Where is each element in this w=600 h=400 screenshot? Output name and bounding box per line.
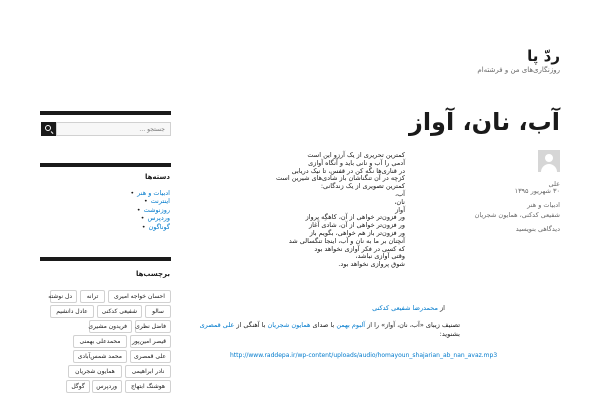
song-description [190,321,460,339]
poem-line: آنچنان بر ما به نان و آب، اینجا تنگسالی شد [288,236,405,245]
poem-line: کزچه در آن تنگناشان باز شادی‌های شیرین است [276,174,405,183]
tag-link[interactable]: ترانه [80,290,105,303]
desc-text: با آهنگی از [236,321,266,329]
avatar-head-icon [545,154,553,162]
poem-source [372,304,445,312]
category-item[interactable]: اینترنت • [130,197,170,205]
desc-text: تصنیف زیبای «آب، نان، آواز» را از [367,321,460,329]
tag-link[interactable]: هوشنگ ابتهاج [125,380,171,393]
poem-line: که کسی در فکر آوازی نخواهد بود [314,244,405,253]
category-item[interactable]: ادبیات و هنر • [130,189,170,197]
category-item[interactable]: روزنوشت • [130,206,170,214]
post-category[interactable]: ادبیات و هنر [527,201,560,209]
avatar-body-icon [541,164,557,172]
audio-url-link[interactable]: http://www.raddepa.ir/wp-content/uploads/audio/homayoun_shajarian_ab_nan_avaz.mp3 [230,352,498,359]
categories-list [130,189,170,231]
album-link[interactable]: آلبوم بهمن [336,321,366,329]
search-input[interactable]: جستجو … [56,122,171,136]
tag-link[interactable]: قیصر امین‌پور [130,335,171,348]
poem-line: وقتی آوازی نباشد، [355,252,405,261]
poet-link[interactable]: محمدرضا شفیعی کدکنی [372,304,438,312]
tag-link[interactable]: احسان خواجه امیری [108,290,171,303]
category-item[interactable]: وردپرس • [130,214,170,222]
tag-link[interactable]: محمدعلی بهمنی [73,335,127,348]
sidebar-rule-search [40,111,171,115]
tag-link[interactable]: فاضل نظری [135,320,171,333]
author-avatar[interactable] [538,150,560,172]
poem-line: نان، [394,197,405,206]
tags-title: برچسب‌ها [135,270,170,278]
composer-link[interactable]: علی قمصری [199,321,235,329]
tag-link[interactable]: وردپرس [92,380,122,393]
category-item[interactable]: گوناگون • [130,223,170,231]
poem-line: آواز [395,205,405,214]
poem-line: ور فزون‌تر خواهی از آن، کاهگِه پرواز [305,213,405,222]
post-comment-link[interactable]: دیدگاهی بنویسید [515,225,560,233]
tag-link[interactable]: محمد شمس‌آبادی [73,350,127,363]
categories-title: دسته‌ها [144,173,170,181]
sidebar-rule-categories [40,163,171,167]
tag-link[interactable]: دل نوشته [50,290,77,303]
tag-link[interactable]: علی قمصری [130,350,171,363]
tag-link[interactable]: نادر ابراهیمی [125,365,171,378]
post-tags[interactable]: شفیعی کدکنی، همایون شجریان [474,211,560,219]
singer-link[interactable]: همایون شجریان [267,321,311,329]
poem-line: ور فزون‌تر باز هم خواهی، بگویم باز [309,228,405,237]
tag-link[interactable]: فریدون مشیری [89,320,132,333]
tag-link[interactable]: سالو [145,305,171,318]
poem-line: کمترین تصویری از یک زندگانی: [320,182,405,191]
post-date[interactable]: ۳۰ شهریور ۱۳۹۵ [514,187,560,195]
search-icon [45,125,51,131]
site-description: روزنگاری‌های من و فرشته‌ام [477,66,560,74]
from-prefix: از [440,304,445,312]
tag-link[interactable]: گوگل [66,380,90,393]
sidebar-rule-tags [40,257,171,261]
poem-line: ور فزون‌تر خواهی از آن، شادی آغاز [308,221,405,230]
poem-line: در قناری‌ها نگه کن در قفس، تا نیک دریابی [291,166,405,175]
desc-text: با صدای [312,321,335,329]
poem-line: کمترین تحریری از یک آرزو این است [307,151,405,159]
post-author[interactable]: علی [548,180,560,188]
poem-line: شوق پروازی نخواهد بود. [338,260,405,269]
desc-text: بشنوید: [439,330,460,338]
tag-link[interactable]: همایون شجریان [68,365,122,378]
poem-line: آب، [394,189,405,198]
tag-link[interactable]: شفیعی کدکنی [97,305,142,318]
poem-line: آدمی را آب و نانی باید و آنگاه آوازی [308,158,405,167]
site-title[interactable]: ردّ پا [527,47,560,65]
post-title[interactable]: آب، نان، آواز [409,108,560,136]
poem [175,152,405,269]
search-button[interactable] [41,122,56,136]
tag-link[interactable]: عادل دانشیم [50,305,94,318]
